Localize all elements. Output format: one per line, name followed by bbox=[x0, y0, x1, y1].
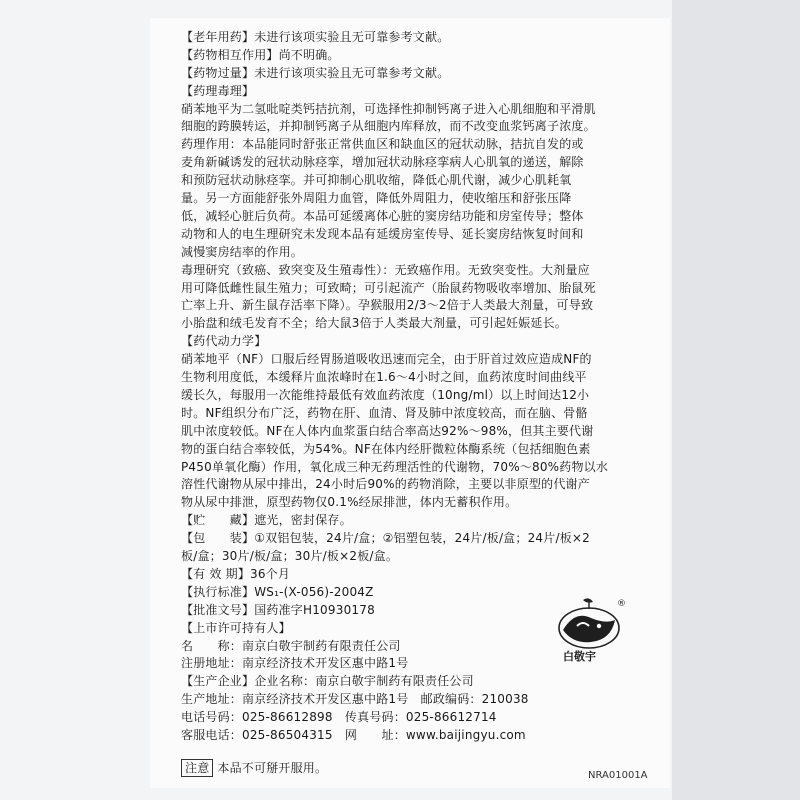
text-line: P450单氧化酶）作用，氧化成三种无药理活性的代谢物，70%～80%药物以水 bbox=[181, 459, 609, 474]
logo-text: 白敬宇 bbox=[563, 650, 596, 663]
background-left bbox=[0, 0, 148, 800]
text-line: 【包 装】①双铝包装，24片/盒；②铝塑包装，24片/板/盒；24片/板×2 bbox=[181, 531, 590, 546]
text-line: 量。另一方面能舒张外周阻力血管，降低外周阻力，使收缩压和舒张压降 bbox=[181, 191, 572, 206]
text-line: 注册地址：南京经济技术开发区惠中路1号 bbox=[181, 656, 409, 671]
text-line: 【有 效 期】36个月 bbox=[181, 566, 291, 581]
text-line: 【药代动力学】 bbox=[181, 334, 267, 349]
text-line: 名 称：南京白敬宇制药有限责任公司 bbox=[181, 638, 401, 653]
text-line: 物的蛋白结合率较低，为54%。NF在体内经肝微粒体酶系统（包括细胞色素 bbox=[181, 441, 591, 456]
text-line: 溶性代谢物从尿中排出，24小时后90%的药物消除，主要以非原型的代谢产 bbox=[181, 477, 590, 492]
registered-mark: ® bbox=[617, 599, 626, 609]
text-line: 【药物过量】未进行该项实验且无可靠参考文献。 bbox=[181, 65, 450, 80]
text-line: 客服电话：025-86504315 网 址：www.baijingyu.com bbox=[181, 728, 526, 742]
text-line: 【老年用药】未进行该项实验且无可靠参考文献。 bbox=[181, 30, 450, 44]
text-line: 动物和人的电生理研究未发现本品有延缓房室传导、延长窦房结恢复时间和 bbox=[181, 226, 584, 241]
text-line: 药理作用：本品能同时舒张正常供血区和缺血区的冠状动脉，拮抗自发的或 bbox=[181, 137, 584, 152]
note-label: 注意 bbox=[181, 759, 213, 777]
text-line: 和预防冠状动脉痉挛。并可抑制心肌收缩，降低心肌代谢，减少心肌耗氧 bbox=[181, 173, 572, 188]
note-text: 本品不可掰开服用。 bbox=[217, 761, 328, 775]
text-line: 毒理研究（致癌、致突变及生殖毒性）：无致癌作用。无致突变性。大剂量应 bbox=[181, 262, 590, 277]
text-line: 麦角新碱诱发的冠状动脉痉挛，增加冠状动脉痉挛病人心肌氧的递送，解除 bbox=[181, 155, 584, 170]
text-line: 肌中浓度较低。NF在人体内血浆蛋白结合率高达92%～98%，但其主要代谢 bbox=[181, 423, 594, 438]
text-line: 【药物相互作用】尚不明确。 bbox=[181, 47, 340, 62]
text-line: 低，减轻心脏后负荷。本品可延缓离体心脏的窦房结功能和房室传导；整体 bbox=[181, 208, 584, 223]
text-line: 用可降低雌性鼠生殖力；可致畸；可引起流产（胎鼠药物吸收率增加、胎鼠死 bbox=[181, 280, 596, 295]
text-line: 硝苯地平为二氢吡啶类钙拮抗剂，可选择性抑制钙离子进入心肌细胞和平滑肌 bbox=[181, 101, 596, 116]
text-line: 【批准文号】国药准字H10930178 bbox=[181, 602, 375, 617]
text-line: 硝苯地平（NF）口服后经胃肠道吸收迅速而完全，由于肝首过效应造成NF的 bbox=[181, 352, 592, 367]
text-line: 生物利用度低，本缓释片血浓峰时在1.6～4小时之间，血药浓度时间曲线平 bbox=[181, 370, 587, 385]
text-line: 板/盒；30片/板/盒；30片/板×2板/盒。 bbox=[181, 549, 399, 564]
text-line: 生产地址：南京经济技术开发区惠中路1号 邮政编码：210038 bbox=[181, 692, 529, 707]
document-code: NRA01001A bbox=[588, 770, 648, 781]
text-line: 【上市许可持有人】 bbox=[181, 620, 291, 635]
text-line: 时。NF组织分布广泛，药物在肝、血清、肾及肺中浓度较高，而在脑、骨骼 bbox=[181, 405, 588, 420]
text-line: 【药理毒理】 bbox=[181, 83, 255, 98]
text-line: 电话号码：025-86612898 传真号码：025-86612714 bbox=[181, 710, 497, 725]
background-right bbox=[672, 0, 800, 800]
text-line: 细胞的跨膜转运，并抑制钙离子从细胞内库释放，而不改变血浆钙离子浓度。 bbox=[181, 119, 596, 134]
text-line: 减慢窦房结率的作用。 bbox=[181, 244, 304, 259]
text-line: 【贮 藏】遮光，密封保存。 bbox=[181, 513, 352, 528]
text-line: 【执行标准】WS₁-(X-056)-2004Z bbox=[181, 584, 374, 599]
text-line: 小胎盘和绒毛发育不全；给大鼠3倍于人类最大剂量，可引起妊娠延长。 bbox=[181, 316, 568, 331]
text-line: 缓长久，每服用一次能维持最低有效血药浓度（10ng/ml）以上时间达12小 bbox=[181, 387, 590, 402]
text-line: 物从尿中排泄，原型药物仅0.1%经尿排泄，体内无蓄积作用。 bbox=[181, 495, 518, 510]
note-line bbox=[181, 758, 327, 779]
text-line: 【生产企业】企业名称：南京白敬宇制药有限责任公司 bbox=[181, 674, 474, 689]
text-line: 亡率上升、新生鼠存活率下降）。孕猴服用2/3～2倍于人类最大剂量，可导致 bbox=[181, 298, 594, 313]
